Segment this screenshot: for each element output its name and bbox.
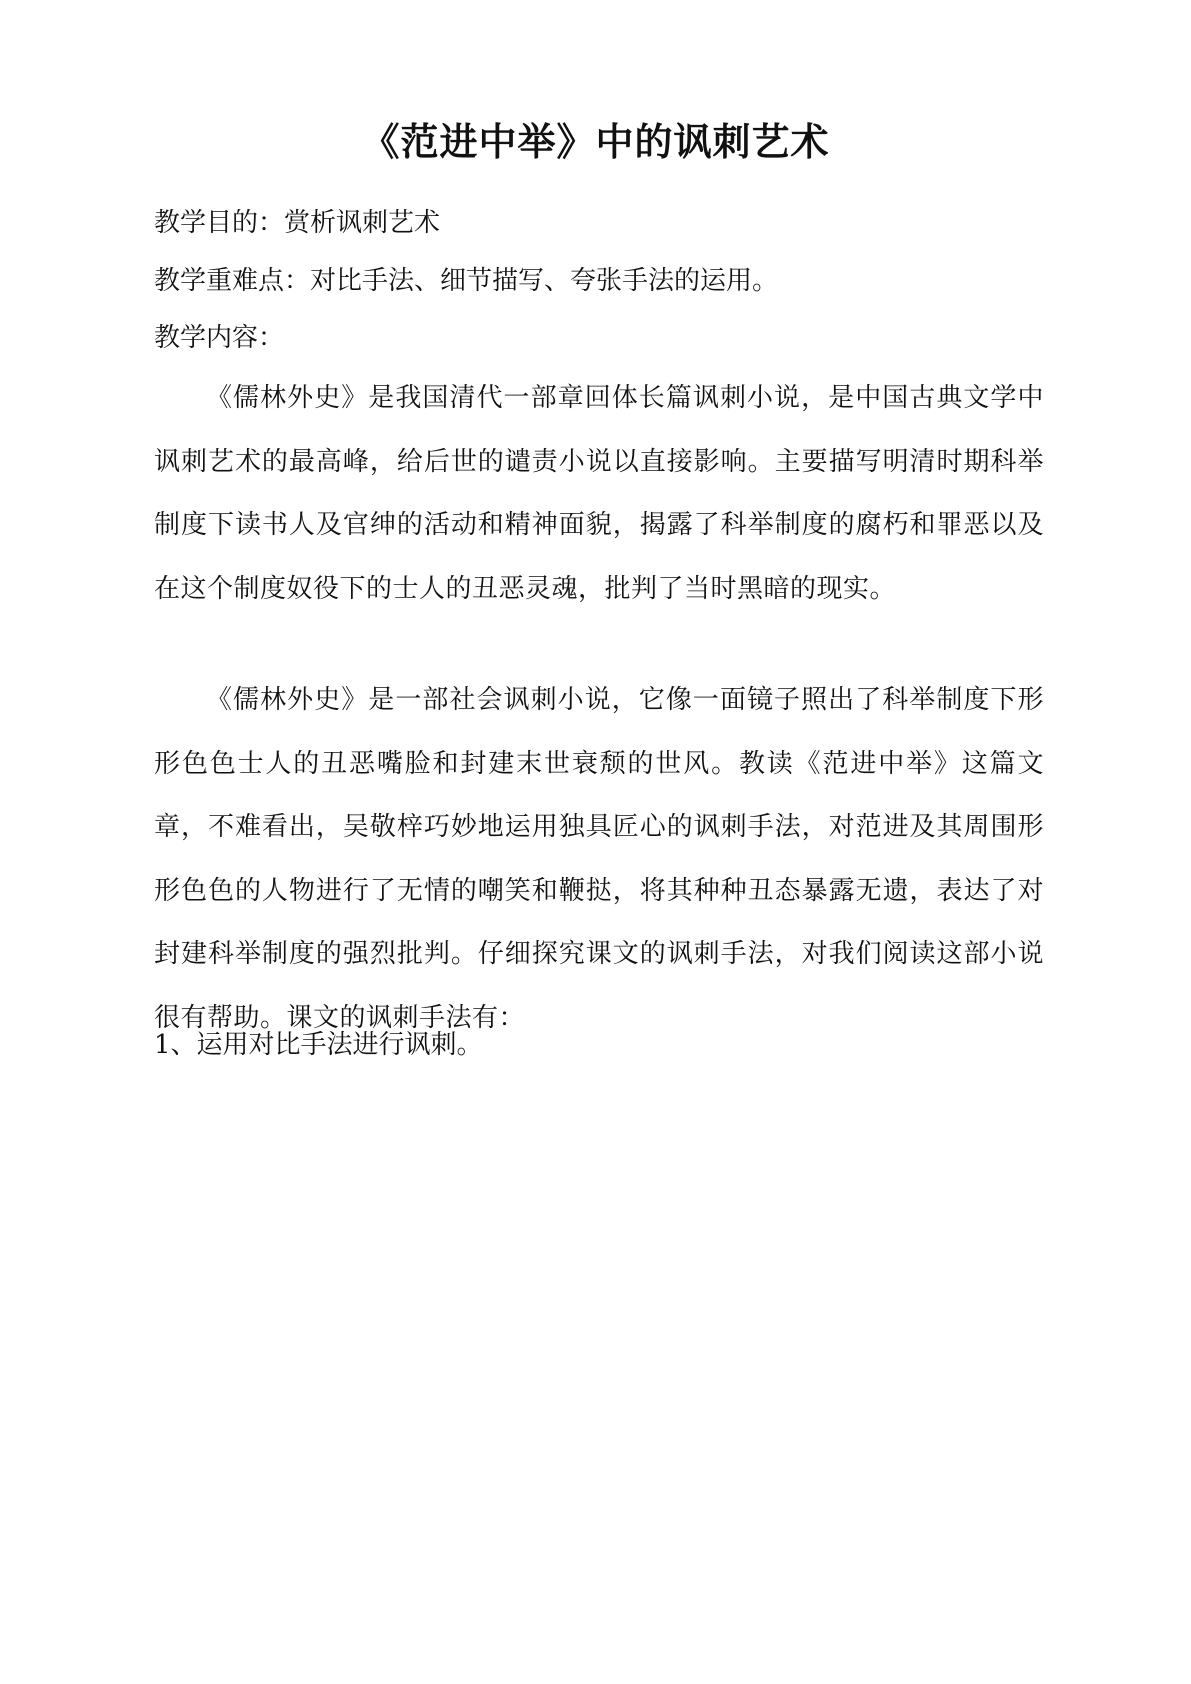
paragraph-2: 《儒林外史》是一部社会讽刺小说，它像一面镜子照出了科举制度下形形色色士人的丑恶嘴脸和封建末世衰颓的世风。教读《范进中举》这篇文章，不难看出，吴敬梓巧妙地运用独具匠心的讽刺手法，对范进及其周围形形色色的人物进行了无情的嘲笑和鞭挞，将其种种丑态暴露无遗，表达了对封建科举制度的强烈批判。仔细探究课文的讽刺手法，对我们阅读这部小说很有帮助。课文的讽刺手法有： [154,685,1044,1033]
teaching-content-label: 教学内容： [154,323,285,353]
teaching-objective: 教学目的：赏析讽刺艺术 [154,208,441,238]
teaching-key-points: 教学重难点：对比手法、细节描写、夸张手法的运用。 [154,266,779,296]
paragraph-1: 《儒林外史》是我国清代一部章回体长篇讽刺小说，是中国古典文学中讽刺艺术的最高峰，给后世的谴责小说以直接影响。主要描写明清时期科举制度下读书人及官绅的活动和精神面貌，揭露了科举制度的腐朽和罪恶以及在这个制度奴役下的士人的丑恶灵魂，批判了当时黑暗的现实。 [154,383,1044,604]
document-title: 《范进中举》中的讽刺艺术 [361,119,830,164]
list-item-1: 1、运用对比手法进行讽刺。 [154,1030,483,1060]
